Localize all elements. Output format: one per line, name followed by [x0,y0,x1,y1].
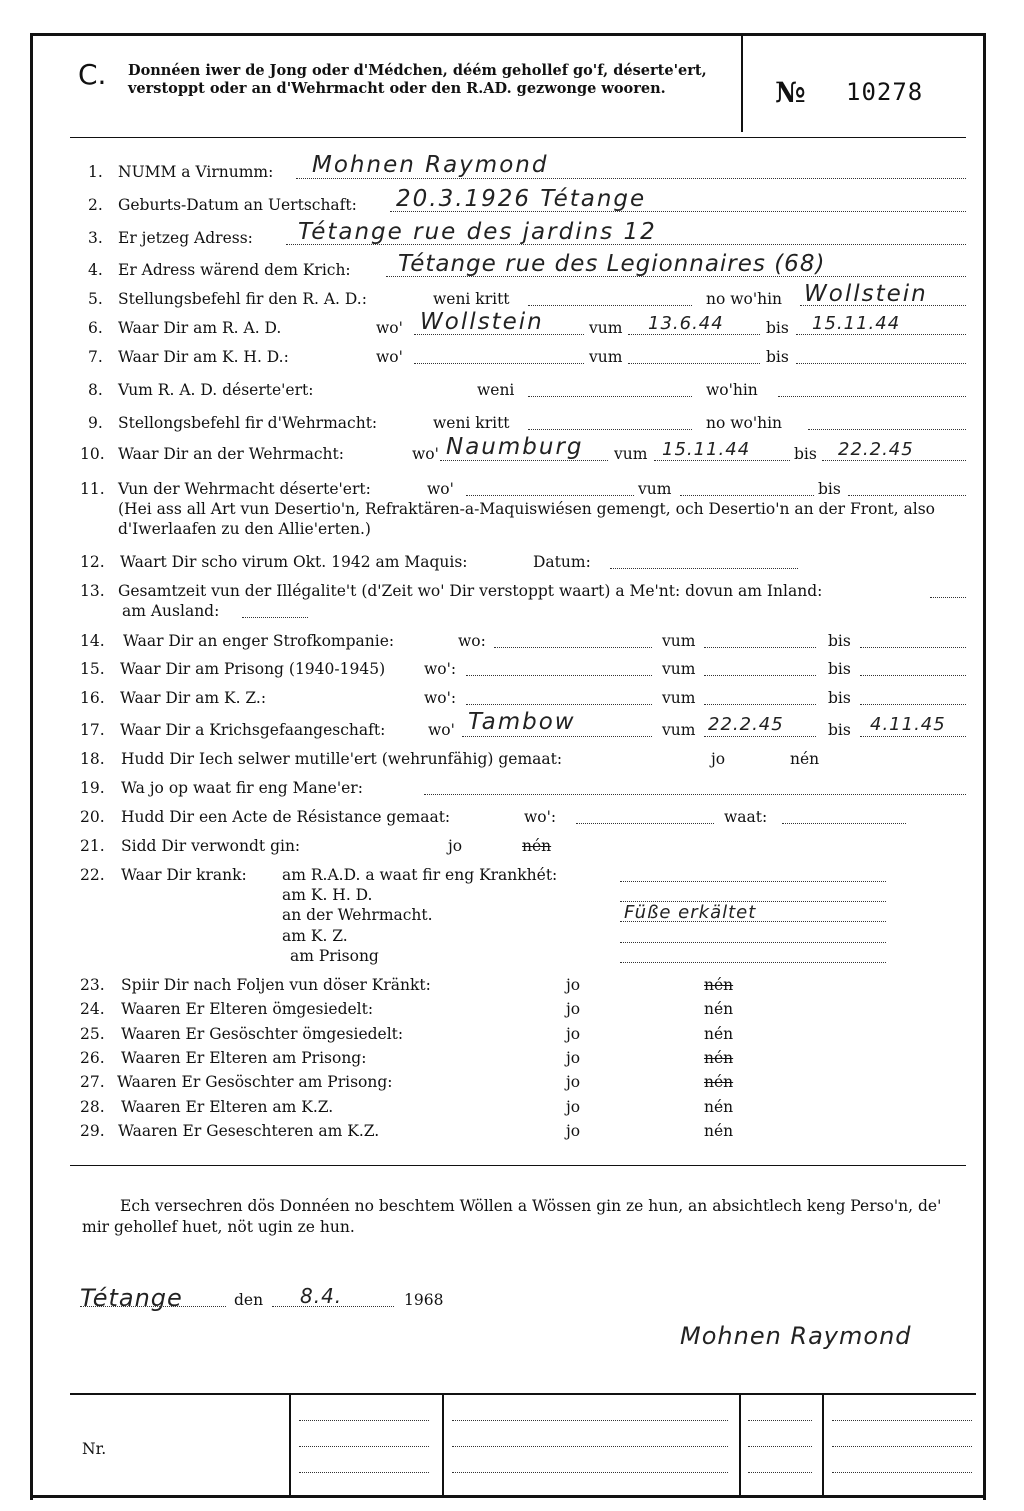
item-20-label: Hudd Dir een Acte de Résistance gemaat: [121,808,451,826]
item-14-vum-line [704,647,816,648]
item-9-weni-line [528,429,692,430]
footer-divider-1 [289,1395,291,1495]
item-25-label: Waaren Er Gesöschter ömgesiedelt: [121,1025,404,1043]
item-1-label: NUMM a Virnumm: [118,163,274,181]
item-11-wo-label: wo' [427,480,454,498]
item-12-datum-label: Datum: [533,553,591,571]
item-5-where-value[interactable]: Wollstein [804,281,928,307]
footer-rule [70,1393,976,1395]
item-19-line [424,794,966,795]
item-15-vum-label: vum [662,660,696,678]
item-12-number: 12. [80,553,105,571]
item-22-prisong-line [620,962,886,963]
item-21-jo[interactable]: jo [448,837,463,855]
item-22-rad: am R.A.D. a waat fir eng Krankhét: [282,866,558,884]
item-6-bis-value[interactable]: 15.11.44 [812,313,901,334]
number-sign: № [775,76,806,109]
item-17-label: Waar Dir a Krichsgefaangeschaft: [120,721,386,739]
item-14-label: Waar Dir an enger Strofkompanie: [123,632,395,650]
item-6-vum-label: vum [589,319,623,337]
item-15-wo-line [466,675,652,676]
item-16-wo-label: wo': [424,689,457,707]
item-26-nen[interactable]: nén [704,1049,734,1067]
item-26-label: Waaren Er Elteren am Prisong: [121,1049,367,1067]
item-21-nen[interactable]: nén [522,837,552,855]
item-6-label: Waar Dir am R. A. D. [118,319,282,337]
item-14-bis-line [860,647,966,648]
footer-field-2c[interactable] [452,1472,728,1473]
item-20-waat-line [782,823,906,824]
item-27-number: 27. [80,1073,105,1091]
footer-field-3b[interactable] [748,1446,812,1447]
item-10-wo-label: wo' [412,445,439,463]
item-17-bis-label: bis [828,721,851,739]
section-letter: C. [78,58,107,91]
declaration-text: Ech versechren dös Donnéen no beschtem Wöllen a Wössen gin ze hun, an absichtlech keng Perso'n, de' mir gehollef huet, nöt ugin ze hun. [82,1197,942,1236]
item-15-label: Waar Dir am Prisong (1940-1945) [120,660,386,678]
item-19-label: Wa jo op waat fir eng Mane'er: [121,779,363,797]
signature-place[interactable]: Tétange [80,1284,183,1312]
item-11-note: (Hei ass all Art vun Desertio'n, Refraktären-a-Maquiswiésen gemengt, och Desertio'n an der Front, also d'Iwerlaafen zu den Allie'erten.) [118,500,936,538]
frame-bottom-rule [30,1495,986,1498]
item-25-jo[interactable]: jo [566,1025,581,1043]
item-21-label: Sidd Dir verwondt gin: [121,837,301,855]
item-5-weni-line [528,305,692,306]
item-7-vum-line [628,363,760,364]
item-10-bis-value[interactable]: 22.2.45 [838,439,914,460]
item-22-kz-line [620,942,886,943]
item-2-number: 2. [88,196,103,214]
footer-field-1a[interactable] [299,1420,429,1421]
item-10-vum-value[interactable]: 15.11.44 [662,439,751,460]
item-18-label: Hudd Dir Iech selwer mutille'ert (wehrunfähig) gemaat: [121,750,563,768]
item-18-nen[interactable]: nén [790,750,820,768]
item-11-vum-line [680,495,814,496]
footer-field-4b[interactable] [832,1446,972,1447]
item-24-jo[interactable]: jo [566,1000,581,1018]
footer-nr-label: Nr. [82,1440,107,1458]
item-4-number: 4. [88,261,103,279]
signature: Mohnen Raymond [680,1322,912,1350]
item-15-wo-label: wo': [424,660,457,678]
item-8-number: 8. [88,381,103,399]
item-2-label: Geburts-Datum an Uertschaft: [118,196,357,214]
item-13-ausland-line [242,617,308,618]
item-8-label: Vum R. A. D. déserte'ert: [118,381,314,399]
item-29-label: Waaren Er Geseschteren am K.Z. [118,1122,380,1140]
item-6-number: 6. [88,319,103,337]
item-18-number: 18. [80,750,105,768]
item-13-inland-line [930,597,966,598]
item-27-nen[interactable]: nén [704,1073,734,1091]
item-23-jo[interactable]: jo [566,976,581,994]
item-12-datum-line [610,568,798,569]
footer-divider-2 [442,1395,444,1495]
item-7-bis-label: bis [766,348,789,366]
item-9-number: 9. [88,414,103,432]
item-1-line [296,178,966,179]
item-3-label: Er jetzeg Adress: [118,229,253,247]
footer-field-1c[interactable] [299,1472,429,1473]
item-7-wo-label: wo' [376,348,403,366]
item-20-waat-label: waat: [724,808,768,826]
item-11-label: Vun der Wehrmacht déserte'ert: [118,480,371,498]
item-29-jo[interactable]: jo [566,1122,581,1140]
declaration-separator [70,1165,966,1166]
item-1-value[interactable]: Mohnen Raymond [312,152,549,178]
item-5-weni-label: weni kritt [433,290,510,308]
item-11-number: 11. [80,480,105,498]
item-16-vum-label: vum [662,689,696,707]
item-9-weni-label: weni kritt [433,414,510,432]
header-divider [741,36,743,132]
item-22-wehrmacht: an der Wehrmacht. [282,906,433,924]
item-26-jo[interactable]: jo [566,1049,581,1067]
item-22-khd: am K. H. D. [282,886,373,904]
item-14-wo-label: wo: [458,632,486,650]
item-19-number: 19. [80,779,105,797]
item-14-wo-line [494,647,652,648]
item-14-vum-label: vum [662,632,696,650]
item-13-ausland-label: am Ausland: [122,602,220,620]
item-17-bis-value[interactable]: 4.11.45 [870,714,946,735]
item-8-where-line [778,396,966,397]
item-23-label: Spiir Dir nach Foljen vun döser Kränkt: [121,976,431,994]
item-9-where-line [808,429,966,430]
item-3-number: 3. [88,229,103,247]
item-18-jo[interactable]: jo [711,750,726,768]
footer-divider-4 [822,1395,824,1495]
item-9-label: Stellongsbefehl fir d'Wehrmacht: [118,414,378,432]
item-22-wehrmacht-value[interactable]: Füße erkältet [624,902,757,923]
item-7-wo-line [414,363,584,364]
item-16-number: 16. [80,689,105,707]
footer-field-4c[interactable] [832,1472,972,1473]
item-11-bis-line [848,495,966,496]
item-7-vum-label: vum [589,348,623,366]
item-8-weni-label: weni [477,381,515,399]
item-17-wo-line [462,736,652,737]
item-12-label: Waart Dir scho virum Okt. 1942 am Maquis: [120,553,468,571]
item-10-vum-label: vum [614,445,648,463]
item-16-label: Waar Dir am K. Z.: [120,689,267,707]
item-15-vum-line [704,675,816,676]
item-13-number: 13. [80,582,105,600]
item-15-bis-line [860,675,966,676]
item-2-value[interactable]: 20.3.1926 Tétange [396,186,647,212]
item-27-label: Waaren Er Gesöschter am Prisong: [117,1073,393,1091]
item-17-number: 17. [80,721,105,739]
item-15-bis-label: bis [828,660,851,678]
item-28-label: Waaren Er Elteren am K.Z. [121,1098,334,1116]
footer-field-2a[interactable] [452,1420,728,1421]
signature-year: 1968 [404,1291,444,1309]
item-5-label: Stellungsbefehl fir den R. A. D.: [118,290,367,308]
item-10-bis-label: bis [794,445,817,463]
item-22-number: 22. [80,866,105,884]
item-6-bis-label: bis [766,319,789,337]
item-10-wo-value[interactable]: Naumburg [446,434,584,460]
item-7-number: 7. [88,348,103,366]
item-26-number: 26. [80,1049,105,1067]
item-4-value[interactable]: Tétange rue des Legionnaires (68) [398,251,826,277]
item-23-number: 23. [80,976,105,994]
item-28-number: 28. [80,1098,105,1116]
item-22-prisong: am Prisong [290,947,379,965]
item-22-label: Waar Dir krank: [121,866,247,884]
item-10-label: Waar Dir an der Wehrmacht: [118,445,344,463]
item-11-vum-label: vum [638,480,672,498]
item-6-vum-value[interactable]: 13.6.44 [648,313,724,334]
item-1-number: 1. [88,163,103,181]
item-5-where-label: no wo'hin [706,290,783,308]
item-7-bis-line [796,363,966,364]
item-17-vum-value[interactable]: 22.2.45 [708,714,784,735]
item-16-bis-label: bis [828,689,851,707]
item-16-vum-line [704,704,816,705]
item-24-nen[interactable]: nén [704,1000,734,1018]
footer-divider-3 [739,1395,741,1495]
item-24-label: Waaren Er Elteren ömgesiedelt: [121,1000,374,1018]
item-15-number: 15. [80,660,105,678]
item-22-kz: am K. Z. [282,927,348,945]
section-title: Donnéen iwer de Jong oder d'Médchen, déém gehollef go'f, déserte'ert, verstoppt oder an d'Wehrmacht oder den R.AD. gezwonge wooren. [128,62,707,97]
place-line [80,1306,226,1307]
item-8-weni-line [528,396,692,397]
item-7-label: Waar Dir am K. H. D.: [118,348,289,366]
item-25-number: 25. [80,1025,105,1043]
item-9-where-label: no wo'hin [706,414,783,432]
item-17-wo-value[interactable]: Tambow [468,709,576,735]
item-10-number: 10. [80,445,105,463]
item-5-number: 5. [88,290,103,308]
footer-field-3c[interactable] [748,1472,812,1473]
item-16-bis-line [860,704,966,705]
item-25-nen[interactable]: nén [704,1025,734,1043]
footer-field-2b[interactable] [452,1446,728,1447]
item-14-number: 14. [80,632,105,650]
item-20-number: 20. [80,808,105,826]
item-10-wo-line [440,460,608,461]
item-11-bis-label: bis [818,480,841,498]
item-20-wo-label: wo': [524,808,557,826]
item-8-where-label: wo'hin [706,381,758,399]
item-13-label: Gesamtzeit vun der Illégalite't (d'Zeit wo' Dir verstoppt waart) a Me'nt: dovun am Inland: [118,582,823,600]
item-6-wo-value[interactable]: Wollstein [420,309,544,335]
item-21-number: 21. [80,837,105,855]
signature-date[interactable]: 8.4. [300,1284,343,1308]
item-11-wo-line [466,495,634,496]
item-29-nen[interactable]: nén [704,1122,734,1140]
item-23-nen[interactable]: nén [704,976,734,994]
item-17-vum-label: vum [662,721,696,739]
form-number: 10278 [846,78,924,106]
item-27-jo[interactable]: jo [566,1073,581,1091]
footer-field-1b[interactable] [299,1446,429,1447]
item-28-jo[interactable]: jo [566,1098,581,1116]
item-28-nen[interactable]: nén [704,1098,734,1116]
item-3-value[interactable]: Tétange rue des jardins 12 [298,219,657,245]
item-24-number: 24. [80,1000,105,1018]
header-rule [70,137,966,138]
item-6-wo-label: wo' [376,319,403,337]
item-4-label: Er Adress wärend dem Krich: [118,261,351,279]
item-22-rad-line [620,881,886,882]
item-20-wo-line [576,823,714,824]
item-17-wo-label: wo' [428,721,455,739]
item-14-bis-label: bis [828,632,851,650]
footer-field-4a[interactable] [832,1420,972,1421]
item-16-wo-line [466,704,652,705]
den-label: den [234,1291,264,1309]
item-29-number: 29. [80,1122,105,1140]
footer-field-3a[interactable] [748,1420,812,1421]
